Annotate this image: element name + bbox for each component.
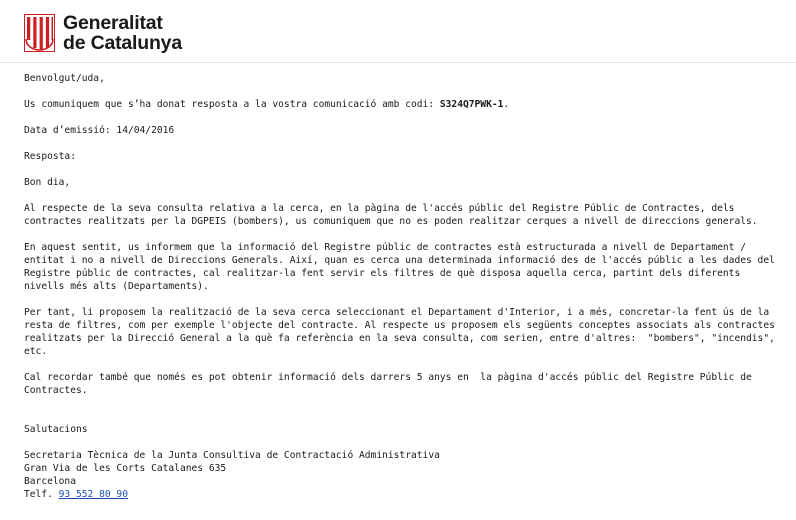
brand-name [63, 13, 182, 53]
paragraph-3: Per tant, li proposem la realització de la seva cerca seleccionant el Departament d'Interior, i a més, concretar-la fent ús de la resta de filtres, com per exemple l'objecte del contracte. Al respecte us proposem els següents conceptes associats als contractes realitzats per la Direcció General a la què fa referència en la seva consulta, com serien, entre d'altres: "bombers", "incendis", etc. [24, 307, 781, 357]
brand-line-2: de Catalunya [63, 32, 182, 54]
signature-line-3: Barcelona [24, 476, 76, 487]
phone-link[interactable]: 93 552 80 90 [58, 489, 128, 500]
signature-line-2: Gran Via de les Corts Catalanes 635 [24, 463, 227, 474]
header-divider [0, 62, 796, 63]
communication-code: S324Q7PWK-1 [439, 99, 504, 110]
paragraph-4: Cal recordar també que només es pot obtenir informació dels darrers 5 anys en la pàgina d'accés públic del Registre Públic de Contractes. [24, 372, 758, 396]
email-header [0, 0, 796, 62]
paragraph-1: Al respecte de la seva consulta relativa a la cerca, en la pàgina de l'accés públic del Registre Públic de Contractes, dels contractes realitzats per la DGPEIS (bombers), us comuniquem que no es poden realitzar cerques a nivell de direccions generals. [24, 203, 758, 227]
salutation: Bon dia, [24, 177, 71, 188]
brand-line-1: Generalitat [63, 12, 163, 34]
issue-date: Data d’emissió: 14/04/2016 [24, 125, 175, 136]
intro-text: Us comuniquem que s’ha donat resposta a la vostra comunicació amb codi: [24, 99, 440, 110]
signature-block [24, 449, 779, 501]
answer-label: Resposta: [24, 151, 76, 162]
greeting: Benvolgut/uda, [24, 73, 105, 84]
email-body [24, 72, 779, 501]
closing: Salutacions [24, 424, 88, 435]
phone-label: Telf. [24, 489, 59, 500]
signature-line-1: Secretaria Tècnica de la Junta Consultiva de Contractació Administrativa [24, 450, 440, 461]
paragraph-2: En aquest sentit, us informem que la informació del Registre públic de contractes està estructurada a nivell de Departament / entitat i no a nivell de Direccions Generals. Així, quan es cerca una determinada informació des de l'accés públic a les dades del Registre públic de contractes, cal realitzar-la fent servir els filtres de què disposa aquella cerca, partint dels diferents nivells més alts (Departaments). [24, 242, 781, 292]
intro-line [24, 98, 779, 111]
intro-suffix: . [503, 99, 510, 110]
generalitat-logo-icon [24, 14, 55, 52]
signature-phone [24, 488, 779, 501]
